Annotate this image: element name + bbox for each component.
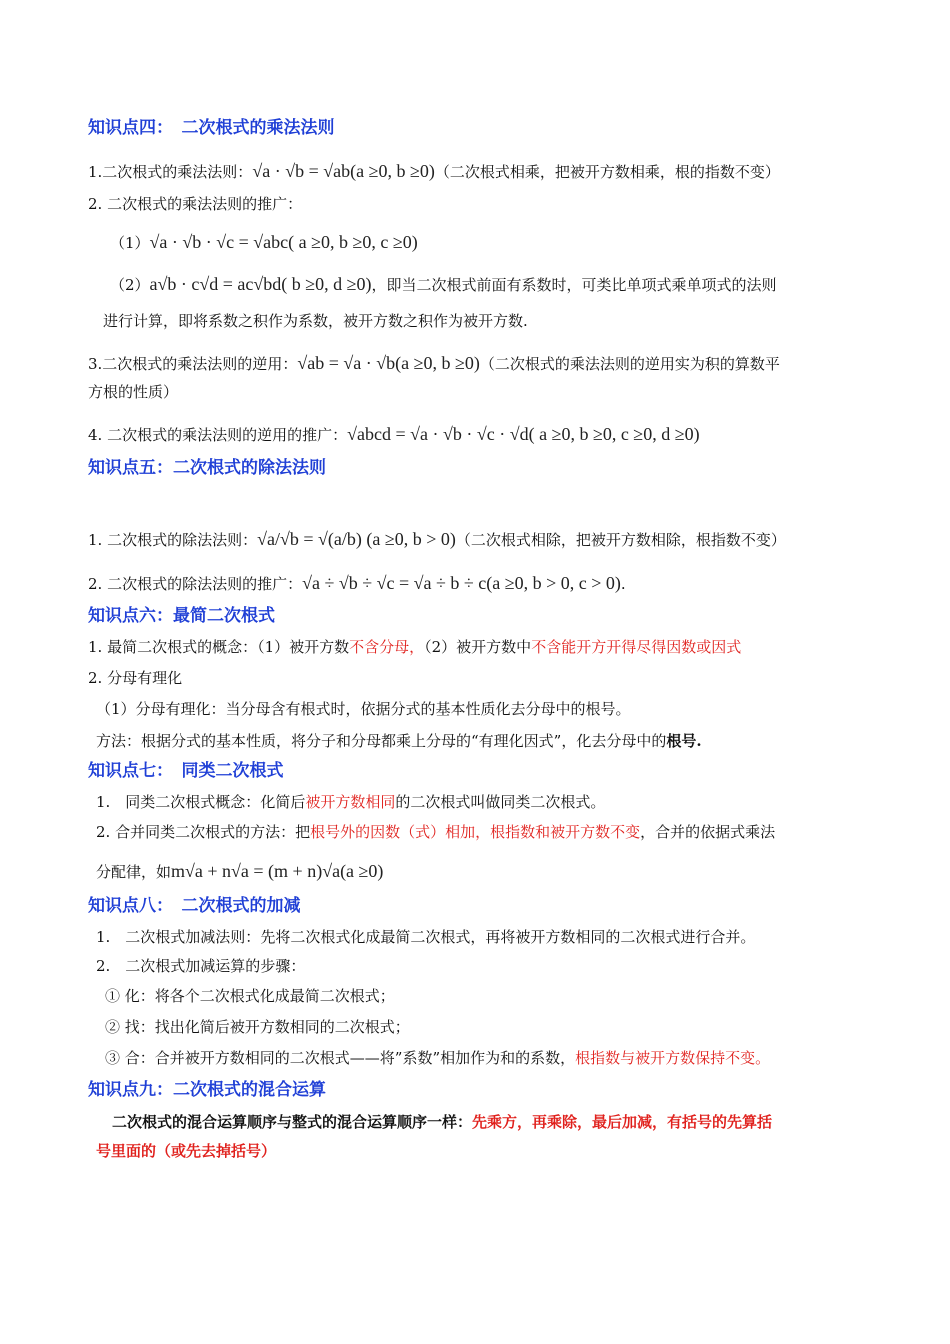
s5-rule-2-label: 2. 二次根式的除法法则的推广： (88, 575, 303, 593)
s8-step-3-red: 根指数与被开方数保持不变。 (575, 1049, 771, 1067)
s7-concept-red: 被开方数相同 (305, 793, 396, 811)
s6-method (96, 730, 702, 752)
s9-order-red: 先乘方，再乘除，最后加减，有括号的先算括 (472, 1113, 773, 1131)
s4-rule-1 (88, 160, 780, 183)
s8-step-1: ① 化：将各个二次根式化成最简二次根式； (105, 987, 395, 1005)
s6-rationalize-def: （1）分母有理化：当分母含有根式时，依据分式的基本性质化去分母中的根号。 (96, 700, 631, 718)
s8-step-3-text: ③ 合：合并被开方数相同的二次根式——将”系数”相加作为和的系数， (105, 1049, 576, 1067)
s4-rule-4-label: 4. 二次根式的乘法法则的逆用的推广： (88, 426, 348, 444)
s5-rule-2-end: . (620, 575, 626, 593)
s7-example (96, 860, 383, 883)
s4-rule-1-formula: √a · √b = √ab(a ≥0, b ≥0) (252, 161, 435, 181)
section-5-title: 知识点五：二次根式的除法法则 (88, 458, 326, 478)
s4-rule-2a (110, 231, 418, 254)
s9-order (112, 1111, 772, 1133)
s4-rule-3-note-cont: 方根的性质） (88, 383, 179, 401)
s6-rationalize-heading: 2. 分母有理化 (88, 669, 183, 687)
s8-step-3 (105, 1047, 770, 1069)
s4-rule-2b-note: ，即当二次根式前面有系数时，可类比单项式乘单项式的法则 (371, 276, 777, 294)
s5-rule-1 (88, 528, 786, 551)
s4-rule-1-label: 1.二次根式的乘法法则： (88, 163, 253, 181)
section-8-title: 知识点八： 二次根式的加减 (88, 896, 301, 916)
s6-method-text: 方法：根据分式的基本性质，将分子和分母都乘上分母的“有理化因式”，化去分母中的 (96, 732, 667, 750)
s4-rule-1-note: （二次根式相乘，把被开方数相乘，根的指数不变） (434, 163, 780, 181)
s4-rule-2: 2. 二次根式的乘法法则的推广： (88, 195, 303, 213)
s8-rule: 1. 二次根式加减法则：先将二次根式化成最简二次根式，再将被开方数相同的二次根式进行合并。 (96, 928, 756, 946)
s4-rule-4-formula: √abcd = √a · √b · √c · √d( a ≥0, b ≥0, c ≥0, d ≥0) (347, 424, 700, 444)
s9-order-text: 二次根式的混合运算顺序与整式的混合运算顺序一样： (112, 1113, 473, 1131)
s5-rule-2-formula: √a ÷ √b ÷ √c = √a ÷ b ÷ c(a ≥0, b > 0, c > 0) (302, 573, 621, 593)
s7-method-a: 2. 合并同类二次根式的方法：把 (96, 823, 311, 841)
section-6-title: 知识点六：最简二次根式 (88, 606, 275, 626)
s5-rule-1-formula: √a/√b = √(a/b) (a ≥0, b > 0) (257, 529, 456, 549)
s7-method-red: 根号外的因数（式）相加，根指数和被开方数不变 (310, 823, 641, 841)
s4-rule-2b-formula: a√b · c√d = ac√bd( b ≥0, d ≥0) (149, 274, 372, 294)
section-7-title: 知识点七： 同类二次根式 (88, 761, 284, 781)
s5-rule-1-label: 1. 二次根式的除法法则： (88, 531, 258, 549)
s7-concept-b: 的二次根式叫做同类二次根式。 (395, 793, 606, 811)
s4-rule-2b-note-cont: 进行计算，即将系数之积作为系数，被开方数之积作为被开方数. (103, 312, 528, 330)
s4-rule-2a-label: （1） (110, 234, 150, 252)
s4-rule-2a-formula: √a · √b · √c = √abc( a ≥0, b ≥0, c ≥0) (149, 232, 418, 252)
s4-rule-3-label: 3.二次根式的乘法法则的逆用： (88, 355, 298, 373)
s7-example-label: 分配律，如 (96, 863, 172, 881)
section-4-title: 知识点四： 二次根式的乘法法则 (88, 118, 335, 138)
s5-rule-1-note: （二次根式相除，把被开方数相除，根指数不变） (455, 531, 786, 549)
s7-example-formula: m√a + n√a = (m + n)√a(a ≥0) (171, 861, 384, 881)
s6-concept-red-1: 不含分母， (349, 638, 425, 656)
s4-rule-2b (110, 273, 777, 296)
s6-concept-red-2: 不含能开方开得尽得因数或因式 (531, 638, 742, 656)
s4-rule-3 (88, 352, 780, 375)
s7-method-b: ，合并的依据式乘法 (640, 823, 776, 841)
s7-concept-a: 1. 同类二次根式概念：化简后 (96, 793, 306, 811)
s4-rule-3-note: （二次根式的乘法法则的逆用实为积的算数平 (479, 355, 780, 373)
s8-steps-heading: 2. 二次根式加减运算的步骤： (96, 957, 306, 975)
s4-rule-4 (88, 423, 700, 446)
s8-step-2: ② 找：找出化简后被开方数相同的二次根式； (105, 1018, 410, 1036)
s6-method-bold: 根号. (666, 732, 702, 750)
s4-rule-3-formula: √ab = √a · √b(a ≥0, b ≥0) (297, 353, 480, 373)
s6-concept (88, 636, 741, 658)
s6-concept-b: （2）被开方数中 (424, 638, 532, 656)
s6-concept-a: 1. 最简二次根式的概念：（1）被开方数 (88, 638, 350, 656)
s7-method (96, 821, 775, 843)
s5-rule-2 (88, 572, 626, 595)
s9-order-cont: 号里面的（或先去掉括号） (96, 1142, 277, 1160)
s7-concept (96, 791, 605, 813)
section-9-title: 知识点九：二次根式的混合运算 (88, 1080, 326, 1100)
s4-rule-2b-label: （2） (110, 276, 150, 294)
